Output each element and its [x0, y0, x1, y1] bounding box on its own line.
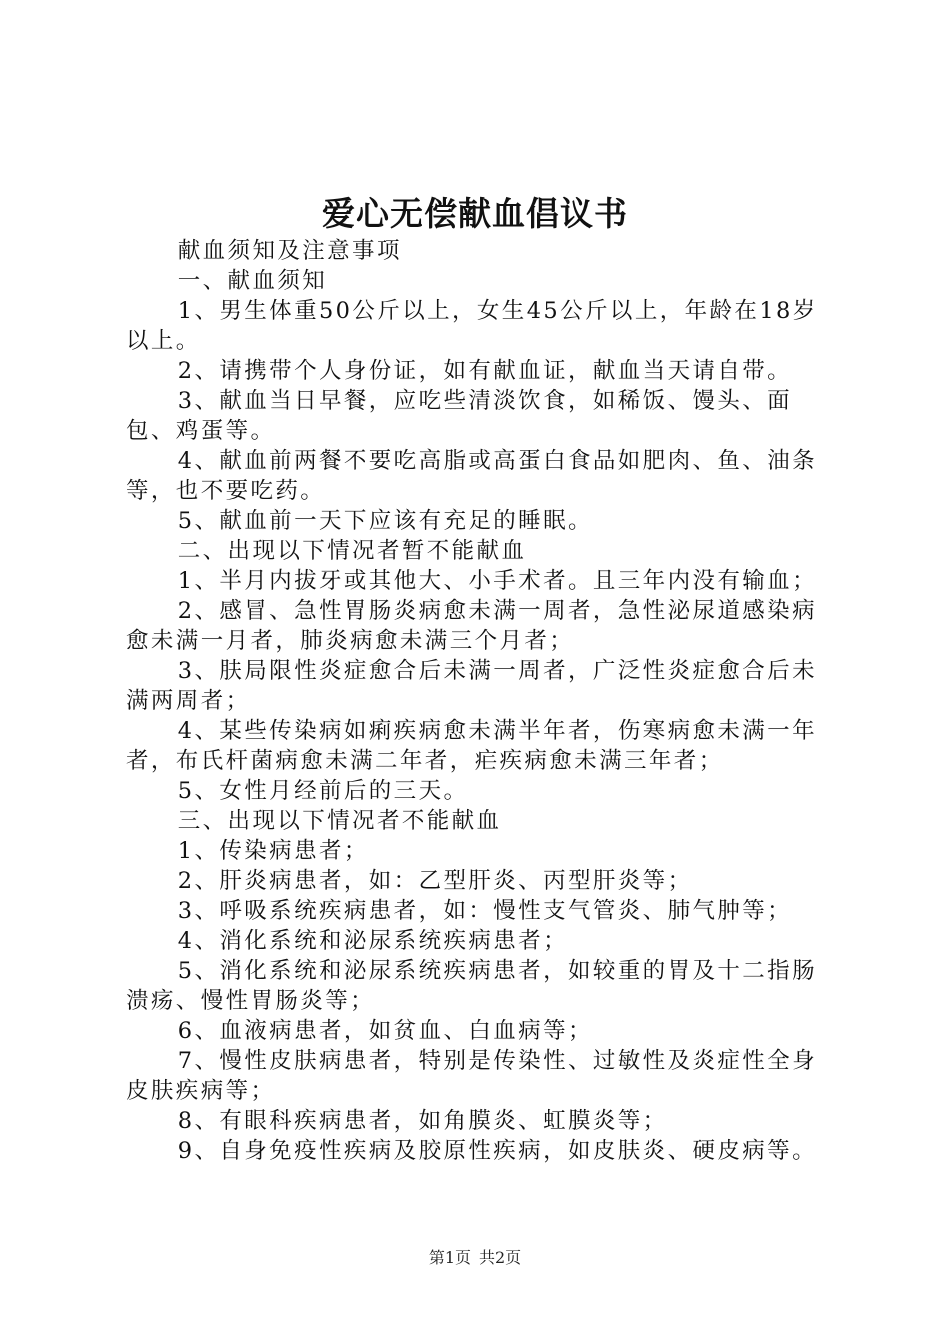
section-heading-1: 一、献血须知	[177, 268, 328, 294]
document-title: 爱心无偿献血倡议书	[322, 194, 628, 233]
list-item: 5、献血前一天下应该有充足的睡眠。	[177, 508, 593, 534]
list-item: 7、慢性皮肤病患者，特别是传染性、过敏性及炎症性全身皮肤疾病等；	[126, 1048, 817, 1104]
list-item: 1、传染病患者；	[177, 838, 369, 864]
list-item: 8、有眼科疾病患者，如角膜炎、虹膜炎等；	[177, 1108, 668, 1134]
section-heading-2: 二、出现以下情况者暂不能献血	[177, 538, 527, 564]
page-number: 第1页	[428, 1248, 471, 1267]
list-item: 4、消化系统和泌尿系统疾病患者；	[177, 928, 568, 954]
list-item: 1、男生体重50公斤以上，女生45公斤以上，年龄在18岁以上。	[126, 298, 818, 354]
document-body	[126, 236, 834, 1166]
list-item: 1、半月内拔牙或其他大、小手术者。且三年内没有输血；	[177, 568, 817, 594]
list-item: 6、血液病患者，如贫血、白血病等；	[177, 1018, 593, 1044]
list-item: 5、女性月经前后的三天。	[177, 778, 469, 804]
list-item: 4、献血前两餐不要吃高脂或高蛋白食品如肥肉、鱼、油条等，也不要吃药。	[126, 448, 817, 504]
page-footer	[0, 1245, 950, 1268]
list-item: 2、请携带个人身份证，如有献血证，献血当天请自带。	[177, 358, 793, 384]
list-item: 3、献血当日早餐，应吃些清淡饮食，如稀饭、馒头、面包、鸡蛋等。	[126, 388, 793, 444]
paragraph-heading: 献血须知及注意事项	[177, 238, 402, 264]
list-item: 4、某些传染病如痢疾病愈未满半年者，伤寒病愈未满一年者，布氏杆菌病愈未满二年者，疟疾病愈未满三年者；	[126, 718, 817, 774]
list-item: 9、自身免疫性疾病及胶原性疾病，如皮肤炎、硬皮病等。	[177, 1138, 817, 1164]
list-item: 2、感冒、急性胃肠炎病愈未满一周者，急性泌尿道感染病愈未满一月者，肺炎病愈未满三个月者；	[126, 598, 817, 654]
list-item: 3、肤局限性炎症愈合后未满一周者，广泛性炎症愈合后未满两周者；	[126, 658, 817, 714]
list-item: 5、消化系统和泌尿系统疾病患者，如较重的胃及十二指肠溃疡、慢性胃肠炎等；	[126, 958, 817, 1014]
page-total: 共2页	[479, 1248, 522, 1267]
list-item: 3、呼吸系统疾病患者，如：慢性支气管炎、肺气肿等；	[177, 898, 793, 924]
section-heading-3: 三、出现以下情况者不能献血	[177, 808, 502, 834]
list-item: 2、肝炎病患者，如：乙型肝炎、丙型肝炎等；	[177, 868, 693, 894]
